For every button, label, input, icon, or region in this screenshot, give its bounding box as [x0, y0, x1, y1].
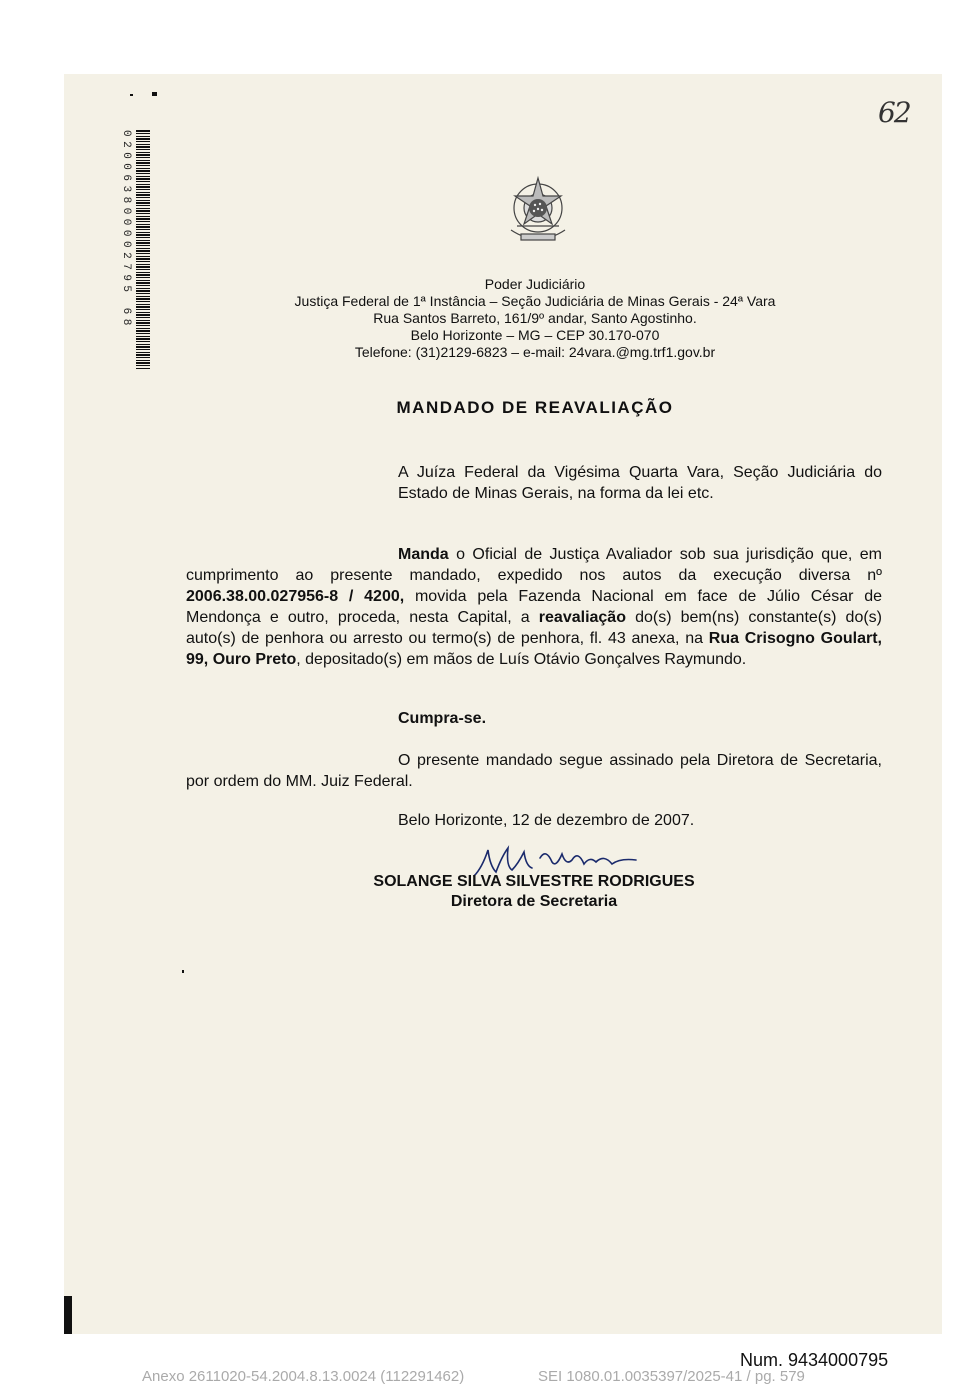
mandate-paragraph — [186, 544, 882, 670]
signature-note-paragraph — [186, 750, 882, 792]
coat-of-arms-emblem — [497, 170, 579, 252]
property-address: Rua Crisogno Goulart, 99, Ouro Preto — [186, 630, 883, 668]
signer-name: SOLANGE SILVA SILVESTRE RODRIGUES — [373, 873, 695, 890]
document-title: MANDADO DE REAVALIAÇÃO — [396, 398, 674, 417]
header-line: Justiça Federal de 1ª Instância – Seção Judiciária de Minas Gerais - 24ª Vara — [294, 293, 776, 309]
intro-paragraph: A Juíza Federal da Vigésima Quarta Vara, Seção Judiciária do Estado de Minas Gerais, na forma da lei etc. — [398, 464, 882, 502]
footer-sei-reference: SEI 1080.01.0035397/2025-41 / pg. 579 — [538, 1368, 805, 1385]
header-line: Rua Santos Barreto, 161/9º andar, Santo Agostinho. — [373, 310, 697, 326]
mandate-text: do(s) bem(ns) constante(s) do(s) auto(s) de penhora ou arresto ou termo(s) de penhora, fl. 43 anexa, na — [186, 609, 883, 647]
mandate-text: movida pela Fazenda Nacional em face de Júlio César de Mendonça e outro, proceda, nesta Capital, a — [186, 588, 882, 626]
barcode-digits: 020063800002795 68 — [120, 130, 132, 330]
place-and-date: Belo Horizonte, 12 de dezembro de 2007. — [398, 812, 695, 829]
header-line: Poder Judiciário — [484, 276, 586, 292]
footer-annex-reference: Anexo 2611020-54.2004.8.13.0024 (112291462) — [142, 1368, 465, 1385]
scan-speck — [152, 92, 157, 96]
scanned-page — [64, 74, 942, 1334]
scan-edge-mark — [64, 1296, 72, 1334]
mandate-text: , depositado(s) em mãos de Luís Otávio Gonçalves Raymundo. — [296, 651, 747, 668]
process-number: 2006.38.00.027956-8 / 4200, — [186, 588, 405, 605]
signer-role: Diretora de Secretaria — [450, 893, 618, 910]
court-header — [250, 276, 820, 361]
document-number-stamp: Num. 9434000795 — [740, 1350, 889, 1370]
reavaliacao-term: reavaliação — [538, 609, 626, 626]
header-line: Belo Horizonte – MG – CEP 30.170-070 — [410, 327, 660, 343]
scan-speck — [130, 94, 133, 96]
handwritten-page-number: 62 — [878, 96, 910, 129]
cumpra-se-line: Cumpra-se. — [398, 710, 487, 727]
mandate-text: o Oficial de Justiça Avaliador sob sua jurisdição que, em cumprimento ao presente mandado, expedido nos autos da execução diversa nº — [186, 546, 882, 584]
mandate-verb: Manda — [398, 546, 449, 563]
barcode — [118, 130, 154, 370]
signature-note-text: O presente mandado segue assinado pela Diretora de Secretaria, por ordem do MM. Juiz Federal. — [186, 752, 882, 790]
barcode-bars — [136, 130, 150, 370]
header-line: Telefone: (31)2129-6823 – e-mail: 24vara.@mg.trf1.gov.br — [354, 344, 716, 360]
scan-speck — [182, 970, 184, 973]
signer-block — [340, 872, 728, 912]
